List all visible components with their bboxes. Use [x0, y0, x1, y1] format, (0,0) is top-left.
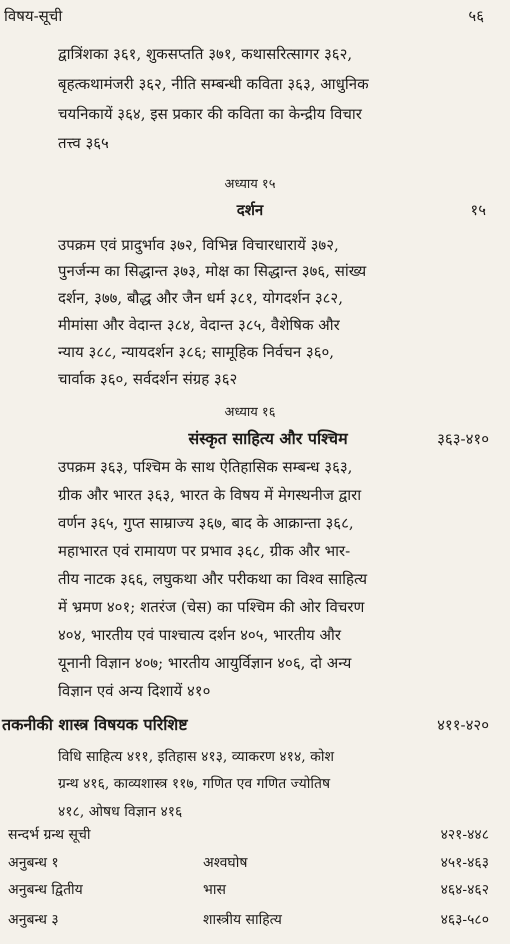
toc-line: वर्णन ३६५, गुप्त साम्राज्य ३६७, बाद के आक्रान्ता ३६८, [58, 514, 354, 532]
appendix-pages: ४११-४२० [437, 716, 489, 734]
toc-line: मीमांसा और वेदान्त ३८४, वेदान्त ३८५, वैशेषिक और [58, 316, 340, 334]
toc-line: विज्ञान एवं अन्य दिशायें ४१० [58, 682, 211, 700]
chapter-label: अध्याय १६ [224, 405, 276, 420]
end-row-pages: ४६४-४६२ [440, 882, 489, 898]
end-row-label: सन्दर्भ ग्रन्थ सूची [8, 827, 91, 843]
toc-line: ग्रीक और भारत ३६३, भारत के विषय में मेगस्थनीज द्वारा [58, 486, 362, 504]
toc-line: चार्वाक ३६०, सर्वदर्शन संग्रह ३६२ [58, 370, 238, 388]
running-header: विषय-सूची [4, 7, 63, 25]
chapter-page: १५ [470, 201, 486, 219]
end-row-pages: ४६३-५८० [440, 912, 489, 928]
toc-line: न्याय ३८८, न्यायदर्शन ३८६; सामूहिक निर्वचन ३६०, [58, 343, 335, 361]
toc-line: तीय नाटक ३६६, लघुकथा और परीकथा का विश्व साहित्य [58, 570, 368, 588]
end-row-pages: ४२१-४४८ [440, 827, 489, 843]
end-row-label: अनुबन्ध ३ [8, 912, 59, 928]
toc-line: उपक्रम ३६३, पश्चिम के साथ ऐतिहासिक सम्बन्ध ३६३, [58, 458, 353, 476]
chapter-pages: ३६३-४१० [437, 430, 489, 448]
toc-line: दर्शन, ३७७, बौद्ध और जैन धर्म ३८१, योगदर्शन ३८२, [58, 289, 343, 307]
chapter-title: संस्कृत साहित्य और पश्चिम [188, 429, 348, 448]
page-number: ५६ [468, 7, 484, 25]
toc-line: पुनर्जन्म का सिद्धान्त ३७३, मोक्ष का सिद्धान्त ३७६, सांख्य [58, 262, 367, 280]
toc-line: महाभारत एवं रामायण पर प्रभाव ३६८, ग्रीक और भार- [58, 542, 351, 560]
toc-line: तत्त्व ३६५ [58, 134, 109, 152]
toc-line: ४१८, ओषध विज्ञान ४१६ [58, 804, 183, 820]
end-row-author: अश्वघोष [203, 855, 248, 871]
toc-line: द्वात्रिंशका ३६१, शुकसप्तति ३७१, कथासरित्सागर ३६२, [58, 45, 353, 63]
end-row-pages: ४५१-४६३ [440, 855, 489, 871]
end-row-author: शास्त्रीय साहित्य [203, 912, 282, 928]
toc-line: ४०४, भारतीय एवं पाश्चात्य दर्शन ४०५, भारतीय और [58, 626, 341, 644]
chapter-title: दर्शन [236, 201, 264, 219]
toc-line: उपक्रम एवं प्रादुर्भाव ३७२, विभिन्न विचारधारायें ३७२, [58, 236, 339, 254]
toc-line: ग्रन्थ ४१६, काव्यशास्त्र ११७, गणित एव गणित ज्योतिष [58, 776, 331, 792]
end-row-label: अनुबन्ध १ [8, 855, 59, 871]
toc-line: यूनानी विज्ञान ४०७; भारतीय आयुर्विज्ञान ४०६, दो अन्य [58, 654, 352, 672]
end-row-label: अनुबन्ध द्वितीय [8, 882, 83, 898]
end-row-author: भास [203, 882, 226, 898]
toc-line: विधि साहित्य ४११, इतिहास ४१३, व्याकरण ४१४, कोश [58, 749, 335, 765]
appendix-title: तकनीकी शास्त्र विषयक परिशिष्ट [2, 715, 188, 734]
toc-line: चयनिकायें ३६४, इस प्रकार की कविता का केन्द्रीय विचार [58, 105, 362, 123]
chapter-label: अध्याय १५ [224, 177, 276, 192]
toc-line: में भ्रमण ४०१; शतरंज (चेस) का पश्चिम की ओर विचरण [58, 598, 365, 616]
toc-line: बृहत्कथामंजरी ३६२, नीति सम्बन्धी कविता ३६३, आधुनिक [58, 75, 369, 93]
